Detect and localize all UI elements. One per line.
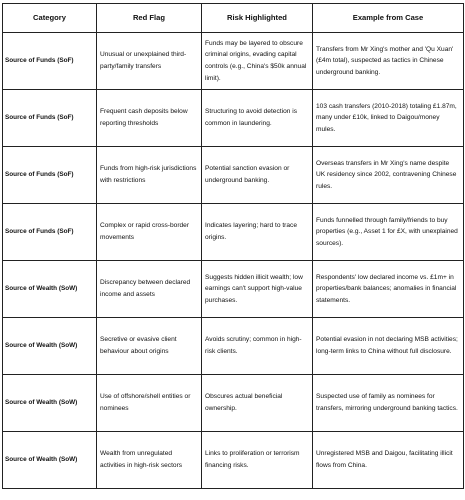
header-red-flag: Red Flag [97, 4, 202, 33]
example-cell: Transfers from Mr Xing's mother and 'Qu Xuan' (£4m total), suspected as tactics in Chinese underground banking. [313, 33, 464, 90]
risk-cell: Suggests hidden illicit wealth; low earnings can't support high-value purchases. [202, 261, 313, 318]
category-cell: Source of Funds (SoF) [3, 204, 97, 261]
table-row [3, 204, 464, 261]
risk-cell: Funds may be layered to obscure criminal origins, evading capital controls (e.g., China's $50k annual limit). [202, 33, 313, 90]
category-cell: Source of Funds (SoF) [3, 147, 97, 204]
category-cell: Source of Wealth (SoW) [3, 318, 97, 375]
category-cell: Source of Funds (SoF) [3, 90, 97, 147]
category-cell: Source of Funds (SoF) [3, 33, 97, 90]
header-row [3, 4, 464, 33]
example-cell: Unregistered MSB and Daigou, facilitating illicit flows from China. [313, 432, 464, 489]
example-cell: Suspected use of family as nominees for transfers, mirroring underground banking tactics. [313, 375, 464, 432]
example-cell: Respondents' low declared income vs. £1m+ in properties/bank balances; anomalies in financial statements. [313, 261, 464, 318]
red-flag-cell: Secretive or evasive client behaviour about origins [97, 318, 202, 375]
category-cell: Source of Wealth (SoW) [3, 261, 97, 318]
table-row [3, 318, 464, 375]
table-row [3, 90, 464, 147]
red-flags-table [2, 3, 464, 489]
table-row [3, 375, 464, 432]
risk-cell: Structuring to avoid detection is common in laundering. [202, 90, 313, 147]
risk-cell: Avoids scrutiny; common in high-risk clients. [202, 318, 313, 375]
example-cell: 103 cash transfers (2010-2018) totaling £1.87m, many under £10k, linked to Daigou/money mules. [313, 90, 464, 147]
category-cell: Source of Wealth (SoW) [3, 432, 97, 489]
risk-cell: Links to proliferation or terrorism financing risks. [202, 432, 313, 489]
example-cell: Overseas transfers in Mr Xing's name despite UK residency since 2002, contravening Chinese rules. [313, 147, 464, 204]
risk-cell: Obscures actual beneficial ownership. [202, 375, 313, 432]
table-row [3, 33, 464, 90]
table-row [3, 261, 464, 318]
table-row [3, 147, 464, 204]
example-cell: Potential evasion in not declaring MSB activities; long-term links to China without full disclosure. [313, 318, 464, 375]
red-flag-cell: Unusual or unexplained third-party/family transfers [97, 33, 202, 90]
example-cell: Funds funnelled through family/friends to buy properties (e.g., Asset 1 for £X, with unexplained sources). [313, 204, 464, 261]
red-flag-cell: Funds from high-risk jurisdictions with restrictions [97, 147, 202, 204]
header-example-from-case: Example from Case [313, 4, 464, 33]
header-category: Category [3, 4, 97, 33]
header-risk-highlighted: Risk Highlighted [202, 4, 313, 33]
risk-cell: Potential sanction evasion or underground banking. [202, 147, 313, 204]
red-flag-cell: Discrepancy between declared income and assets [97, 261, 202, 318]
red-flag-cell: Frequent cash deposits below reporting thresholds [97, 90, 202, 147]
red-flag-cell: Use of offshore/shell entities or nominees [97, 375, 202, 432]
red-flag-cell: Wealth from unregulated activities in high-risk sectors [97, 432, 202, 489]
table-row [3, 432, 464, 489]
risk-cell: Indicates layering; hard to trace origins. [202, 204, 313, 261]
category-cell: Source of Wealth (SoW) [3, 375, 97, 432]
red-flag-cell: Complex or rapid cross-border movements [97, 204, 202, 261]
